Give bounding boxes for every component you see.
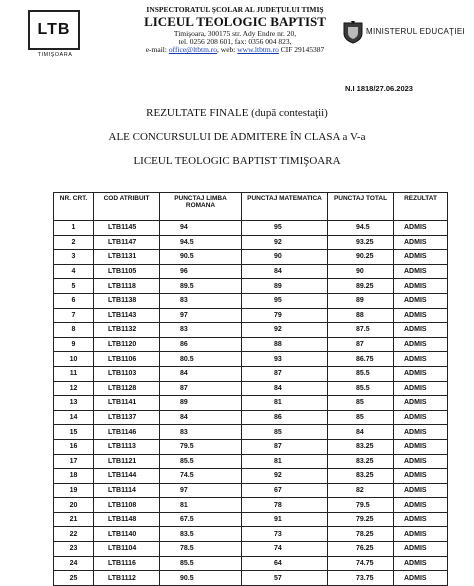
title-line-2: ALE CONCURSULUI DE ADMITERE ÎN CLASA a V-a	[108, 131, 366, 143]
cell-nr: 16	[54, 439, 94, 454]
web-link[interactable]: www.ltbtm.ro	[237, 45, 279, 55]
cell-nr: 2	[54, 235, 94, 250]
letterhead	[0, 0, 474, 70]
cell-matematica: 93	[242, 352, 328, 367]
cell-rezultat: ADMIS	[394, 396, 448, 411]
cell-cod: LTB1144	[94, 469, 160, 484]
cell-total: 89	[328, 293, 394, 308]
cell-romana: 85.5	[160, 556, 242, 571]
table-row	[54, 323, 448, 338]
cell-romana: 74.5	[160, 469, 242, 484]
cell-total: 85.5	[328, 381, 394, 396]
cif-text: CIF 29145387	[278, 45, 325, 55]
cell-cod: LTB1105	[94, 264, 160, 279]
table-row	[54, 235, 448, 250]
cell-matematica: 90	[242, 250, 328, 265]
cell-cod: LTB1137	[94, 410, 160, 425]
cell-romana: 81	[160, 498, 242, 513]
cell-nr: 23	[54, 542, 94, 557]
cell-matematica: 92	[242, 469, 328, 484]
cell-rezultat: ADMIS	[394, 293, 448, 308]
cell-rezultat: ADMIS	[394, 264, 448, 279]
cell-rezultat: ADMIS	[394, 366, 448, 381]
cell-rezultat: ADMIS	[394, 279, 448, 294]
cell-cod: LTB1138	[94, 293, 160, 308]
cell-romana: 67.5	[160, 512, 242, 527]
cell-cod: LTB1131	[94, 250, 160, 265]
cell-cod: LTB1108	[94, 498, 160, 513]
cell-cod: LTB1120	[94, 337, 160, 352]
table-header-row	[54, 193, 448, 221]
school-phone: tel. 0256 208 601, fax: 0356 004 823,	[178, 36, 292, 46]
cell-rezultat: ADMIS	[394, 337, 448, 352]
cell-nr: 20	[54, 498, 94, 513]
cell-rezultat: ADMIS	[394, 425, 448, 440]
cell-matematica: 84	[242, 381, 328, 396]
cell-rezultat: ADMIS	[394, 454, 448, 469]
header-nr-crt: NR. CRT.	[54, 193, 94, 221]
cell-rezultat: ADMIS	[394, 483, 448, 498]
web-label: , web:	[217, 45, 238, 55]
table-row	[54, 337, 448, 352]
table-row	[54, 381, 448, 396]
cell-matematica: 95	[242, 221, 328, 236]
document-titles	[0, 103, 474, 175]
table-row	[54, 279, 448, 294]
cell-romana: 96	[160, 264, 242, 279]
cell-cod: LTB1112	[94, 571, 160, 586]
cell-nr: 8	[54, 323, 94, 338]
cell-romana: 89.5	[160, 279, 242, 294]
results-table	[53, 192, 448, 586]
logo-text: LTB	[37, 21, 71, 38]
cell-nr: 9	[54, 337, 94, 352]
cell-nr: 4	[54, 264, 94, 279]
cell-matematica: 73	[242, 527, 328, 542]
school-name: LICEUL TEOLOGIC BAPTIST	[144, 14, 326, 30]
cell-matematica: 85	[242, 425, 328, 440]
cell-total: 87	[328, 337, 394, 352]
cell-total: 90.25	[328, 250, 394, 265]
cell-matematica: 81	[242, 396, 328, 411]
cell-total: 83.25	[328, 454, 394, 469]
table-row	[54, 410, 448, 425]
cell-matematica: 91	[242, 512, 328, 527]
cell-nr: 10	[54, 352, 94, 367]
cell-cod: LTB1114	[94, 483, 160, 498]
cell-matematica: 87	[242, 366, 328, 381]
cell-total: 85	[328, 396, 394, 411]
cell-cod: LTB1148	[94, 512, 160, 527]
institution-block	[100, 6, 370, 54]
table-row	[54, 221, 448, 236]
table-row	[54, 293, 448, 308]
cell-cod: LTB1121	[94, 454, 160, 469]
table-row	[54, 556, 448, 571]
cell-nr: 12	[54, 381, 94, 396]
cell-rezultat: ADMIS	[394, 571, 448, 586]
cell-total: 82	[328, 483, 394, 498]
cell-romana: 78.5	[160, 542, 242, 557]
cell-nr: 13	[54, 396, 94, 411]
cell-cod: LTB1118	[94, 279, 160, 294]
cell-romana: 84	[160, 410, 242, 425]
table-row	[54, 571, 448, 586]
cell-cod: LTB1116	[94, 556, 160, 571]
cell-nr: 17	[54, 454, 94, 469]
cell-cod: LTB1103	[94, 366, 160, 381]
cell-nr: 6	[54, 293, 94, 308]
cell-rezultat: ADMIS	[394, 556, 448, 571]
table-row	[54, 439, 448, 454]
cell-romana: 85.5	[160, 454, 242, 469]
cell-matematica: 81	[242, 454, 328, 469]
cell-total: 93.25	[328, 235, 394, 250]
cell-nr: 1	[54, 221, 94, 236]
inspectorate-name: INSPECTORATUL ŞCOLAR AL JUDEŢULUI TIMIŞ	[146, 5, 324, 14]
cell-cod: LTB1143	[94, 308, 160, 323]
registration-number: N.I 1818/27.06.2023	[345, 84, 413, 93]
cell-total: 85.5	[328, 366, 394, 381]
cell-total: 79.25	[328, 512, 394, 527]
cell-nr: 7	[54, 308, 94, 323]
cell-romana: 90.5	[160, 250, 242, 265]
cell-total: 74.75	[328, 556, 394, 571]
cell-romana: 79.5	[160, 439, 242, 454]
title-line-3: LICEUL TEOLOGIC BAPTIST TIMIŞOARA	[133, 155, 341, 167]
school-address: Timişoara, 300175 str. Ady Endre nr. 20,	[173, 28, 297, 38]
email-label: e-mail:	[145, 45, 169, 55]
cell-matematica: 78	[242, 498, 328, 513]
cell-romana: 89	[160, 396, 242, 411]
cell-romana: 97	[160, 483, 242, 498]
cell-total: 87.5	[328, 323, 394, 338]
table-row	[54, 396, 448, 411]
cell-rezultat: ADMIS	[394, 439, 448, 454]
cell-nr: 22	[54, 527, 94, 542]
cell-rezultat: ADMIS	[394, 221, 448, 236]
cell-romana: 83	[160, 323, 242, 338]
cell-matematica: 79	[242, 308, 328, 323]
cell-total: 83.25	[328, 439, 394, 454]
cell-matematica: 95	[242, 293, 328, 308]
cell-total: 73.75	[328, 571, 394, 586]
cell-matematica: 84	[242, 264, 328, 279]
cell-romana: 94	[160, 221, 242, 236]
cell-total: 83.25	[328, 469, 394, 484]
cell-nr: 15	[54, 425, 94, 440]
cell-cod: LTB1145	[94, 221, 160, 236]
cell-cod: LTB1146	[94, 425, 160, 440]
cell-cod: LTB1113	[94, 439, 160, 454]
cell-matematica: 57	[242, 571, 328, 586]
cell-matematica: 64	[242, 556, 328, 571]
header-punctaj-total: PUNCTAJ TOTAL	[328, 193, 394, 221]
cell-matematica: 88	[242, 337, 328, 352]
cell-rezultat: ADMIS	[394, 250, 448, 265]
cell-romana: 94.5	[160, 235, 242, 250]
cell-nr: 14	[54, 410, 94, 425]
table-row	[54, 366, 448, 381]
cell-cod: LTB1104	[94, 542, 160, 557]
table-row	[54, 542, 448, 557]
cell-matematica: 87	[242, 439, 328, 454]
cell-nr: 18	[54, 469, 94, 484]
cell-rezultat: ADMIS	[394, 381, 448, 396]
table-row	[54, 498, 448, 513]
table-row	[54, 352, 448, 367]
cell-nr: 24	[54, 556, 94, 571]
cell-matematica: 92	[242, 235, 328, 250]
header-punctaj-romana: PUNCTAJ LIMBA ROMANA	[160, 193, 242, 221]
table-row	[54, 454, 448, 469]
cell-matematica: 89	[242, 279, 328, 294]
email-link[interactable]: office@ltbtm.ro	[168, 45, 218, 55]
table-row	[54, 527, 448, 542]
header-rezultat: REZULTAT	[394, 193, 448, 221]
cell-romana: 86	[160, 337, 242, 352]
cell-romana: 97	[160, 308, 242, 323]
cell-nr: 19	[54, 483, 94, 498]
cell-total: 88	[328, 308, 394, 323]
cell-cod: LTB1141	[94, 396, 160, 411]
table-row	[54, 425, 448, 440]
logo-subtitle: TIMIŞOARA	[37, 52, 73, 58]
cell-total: 89.25	[328, 279, 394, 294]
cell-rezultat: ADMIS	[394, 410, 448, 425]
cell-total: 90	[328, 264, 394, 279]
cell-rezultat: ADMIS	[394, 542, 448, 557]
cell-matematica: 92	[242, 323, 328, 338]
cell-total: 84	[328, 425, 394, 440]
cell-cod: LTB1147	[94, 235, 160, 250]
title-line-1: REZULTATE FINALE (după contestaţii)	[146, 107, 328, 119]
cell-rezultat: ADMIS	[394, 235, 448, 250]
cell-rezultat: ADMIS	[394, 469, 448, 484]
coat-of-arms-icon	[342, 20, 364, 44]
cell-romana: 90.5	[160, 571, 242, 586]
cell-nr: 25	[54, 571, 94, 586]
cell-total: 78.25	[328, 527, 394, 542]
cell-romana: 83.5	[160, 527, 242, 542]
cell-nr: 11	[54, 366, 94, 381]
table-row	[54, 250, 448, 265]
cell-nr: 5	[54, 279, 94, 294]
school-contacts	[100, 46, 370, 54]
header-punctaj-matematica: PUNCTAJ MATEMATICA	[242, 193, 328, 221]
table-row	[54, 308, 448, 323]
table-row	[54, 483, 448, 498]
cell-total: 85	[328, 410, 394, 425]
header-cod-atribuit: COD ATRIBUIT	[94, 193, 160, 221]
cell-cod: LTB1128	[94, 381, 160, 396]
cell-rezultat: ADMIS	[394, 308, 448, 323]
cell-total: 86.75	[328, 352, 394, 367]
table-row	[54, 469, 448, 484]
cell-total: 79.5	[328, 498, 394, 513]
cell-rezultat: ADMIS	[394, 527, 448, 542]
cell-rezultat: ADMIS	[394, 323, 448, 338]
cell-rezultat: ADMIS	[394, 512, 448, 527]
cell-rezultat: ADMIS	[394, 352, 448, 367]
cell-matematica: 74	[242, 542, 328, 557]
cell-cod: LTB1132	[94, 323, 160, 338]
cell-total: 76.25	[328, 542, 394, 557]
cell-cod: LTB1140	[94, 527, 160, 542]
cell-total: 94.5	[328, 221, 394, 236]
cell-rezultat: ADMIS	[394, 498, 448, 513]
cell-romana: 83	[160, 425, 242, 440]
cell-nr: 21	[54, 512, 94, 527]
cell-cod: LTB1106	[94, 352, 160, 367]
cell-romana: 80.5	[160, 352, 242, 367]
cell-matematica: 86	[242, 410, 328, 425]
school-logo	[28, 10, 80, 50]
cell-nr: 3	[54, 250, 94, 265]
ministry-name: MINISTERUL EDUCAŢIEI	[366, 27, 466, 36]
cell-romana: 87	[160, 381, 242, 396]
cell-romana: 84	[160, 366, 242, 381]
cell-romana: 83	[160, 293, 242, 308]
cell-matematica: 67	[242, 483, 328, 498]
table-row	[54, 512, 448, 527]
table-row	[54, 264, 448, 279]
